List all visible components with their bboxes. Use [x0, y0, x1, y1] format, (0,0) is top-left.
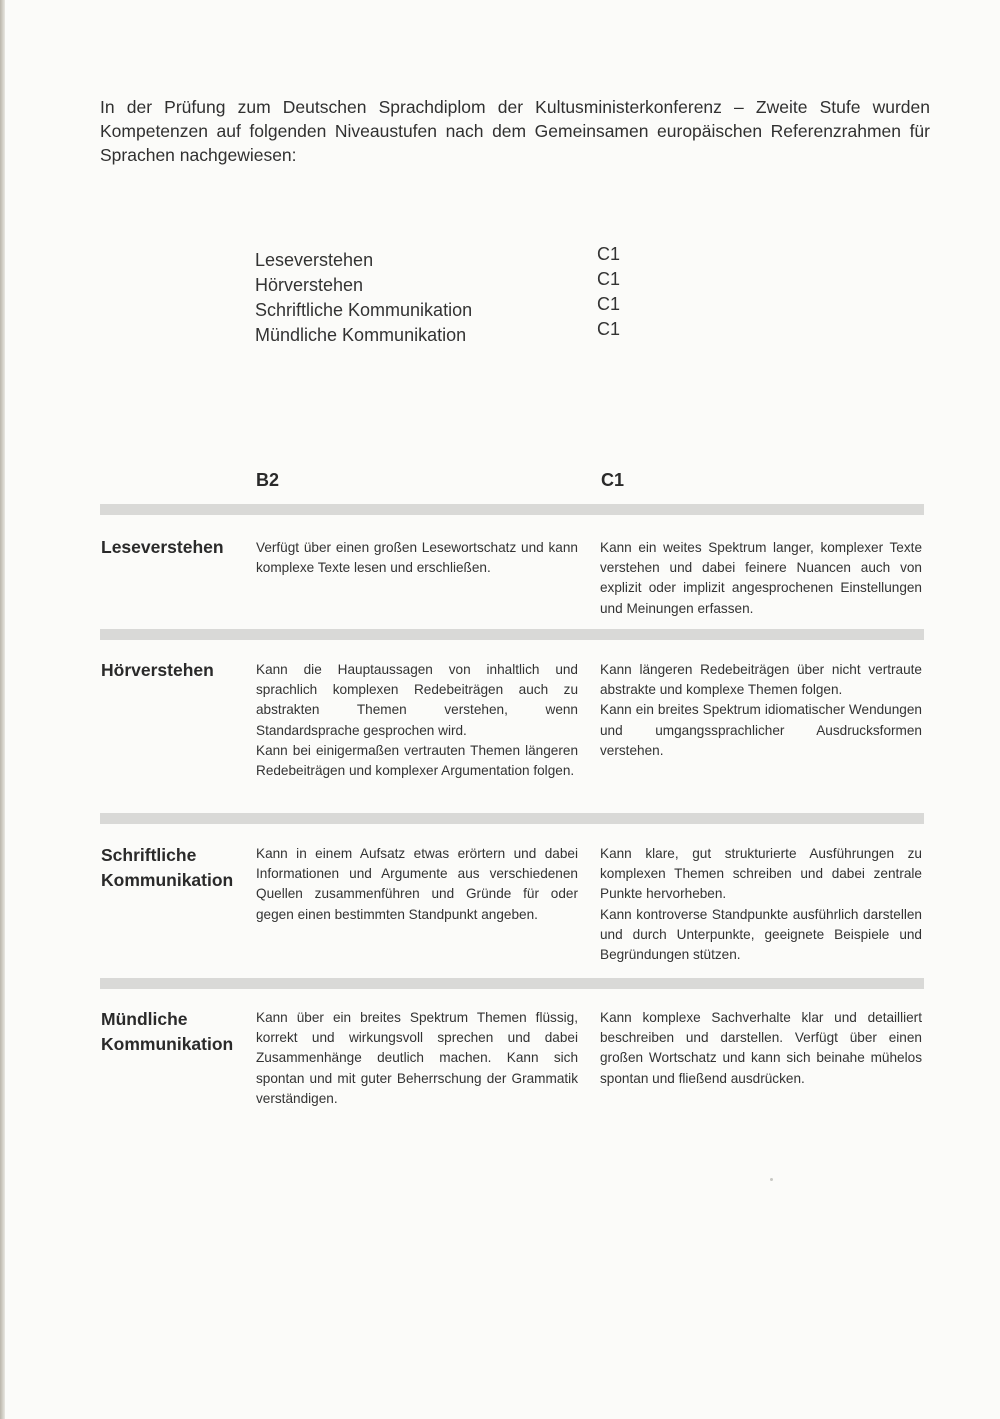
paper-speck: [770, 1178, 773, 1181]
cell-b2-leseverstehen: Verfügt über einen großen Lesewortschatz und kann komplexe Texte lesen und erschließen.: [256, 540, 578, 576]
cell-c1-schriftliche-kommunikation: Kann klare, gut strukturierte Ausführungen zu komplexen Themen schreiben und dabei zentrale Punkte hervorheben. Kann kontroverse Standpunkte ausführlich darstellen und durch Unterpunkte, geeignete Beispiele und Begründungen stützen.: [600, 846, 922, 963]
column-header-c1: C1: [601, 470, 625, 490]
row-divider: [100, 504, 924, 515]
summary-row-muendliche-kommunikation: [255, 319, 635, 348]
summary-skill: Mündliche Kommunikation: [255, 325, 467, 345]
summary-level: C1: [597, 269, 621, 289]
row-divider: [100, 629, 924, 640]
intro-paragraph: In der Prüfung zum Deutschen Sprachdiplom der Kultusministerkonferenz – Zweite Stufe wurden Kompetenzen auf folgenden Niveaustufen nach dem Gemeinsamen europäischen Referenzrahmen für Sprachen nachgewiesen:: [100, 97, 930, 165]
cell-b2-muendliche-kommunikation: Kann über ein breites Spektrum Themen flüssig, korrekt und wirkungsvoll sprechen und dabei Zusammenhänge deutlich machen. Kann sich spontan und mit guter Beherrschung der Grammatik verständigen.: [256, 1010, 578, 1106]
cell-c1-leseverstehen: Kann ein weites Spektrum langer, komplexer Texte verstehen und dabei feinere Nuancen auch von explizit oder implizit angesprochenen Einstellungen und Meinungen erfassen.: [600, 540, 922, 616]
column-header-b2: B2: [256, 470, 280, 490]
summary-row-leseverstehen: [255, 244, 635, 273]
row-label-schriftliche-kommunikation: Schriftliche Kommunikation: [101, 845, 234, 890]
cell-c1-muendliche-kommunikation: Kann komplexe Sachverhalte klar und detailliert beschreiben und darstellen. Verfügt über einen großen Wortschatz und kann sich beinahe mühelos spontan und fließend ausdrücken.: [600, 1010, 922, 1086]
summary-row-schriftliche-kommunikation: [255, 294, 635, 323]
summary-level: C1: [597, 319, 621, 339]
summary-level: C1: [597, 244, 621, 264]
cell-c1-hoerverstehen: Kann längeren Redebeiträgen über nicht vertraute abstrakte und komplexe Themen folgen. Kann ein breites Spektrum idiomatischer Wendungen und umgangssprachlicher Ausdrucksformen verstehen.: [600, 662, 922, 758]
summary-skill: Schriftliche Kommunikation: [255, 300, 473, 320]
row-label-leseverstehen: Leseverstehen: [101, 537, 224, 557]
cell-b2-hoerverstehen: Kann die Hauptaussagen von inhaltlich und sprachlich komplexen Redebeiträgen auch zu abstrakten Themen verstehen, wenn Standardsprache gesprochen wird. Kann bei einigermaßen vertrauten Themen längeren Redebeiträgen und komplexer Argumentation folgen.: [256, 662, 578, 779]
summary-row-hoerverstehen: [255, 269, 635, 298]
row-label-hoerverstehen: Hörverstehen: [101, 660, 214, 680]
cell-b2-schriftliche-kommunikation: Kann in einem Aufsatz etwas erörtern und dabei Informationen und Argumente aus verschiedenen Quellen zusammenführen und Gründe für oder gegen einen bestimmten Standpunkt angeben.: [256, 846, 578, 922]
page-edge-shadow: [0, 0, 5, 1419]
row-label-muendliche-kommunikation: Mündliche Kommunikation: [101, 1009, 234, 1054]
level-summary-list: [255, 244, 635, 348]
row-divider: [100, 978, 924, 989]
row-divider: [100, 813, 924, 824]
summary-skill: Hörverstehen: [255, 275, 364, 295]
summary-level: C1: [597, 294, 621, 314]
summary-skill: Leseverstehen: [255, 250, 374, 270]
